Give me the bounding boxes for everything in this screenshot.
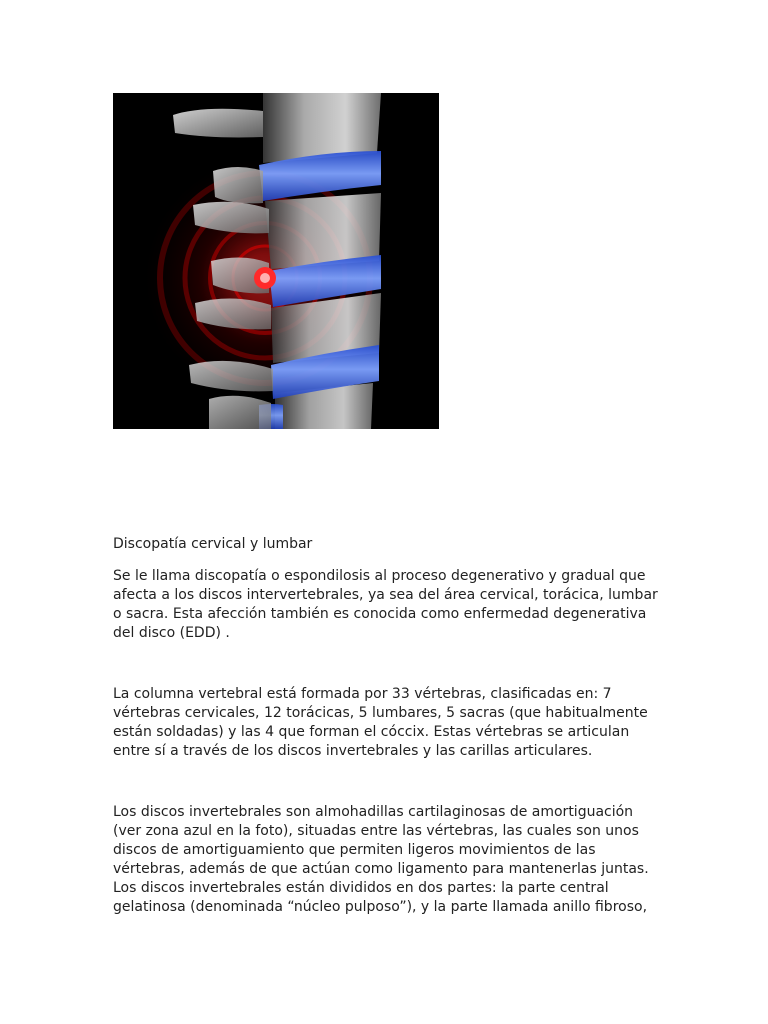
article-body bbox=[113, 535, 658, 917]
spine-illustration bbox=[113, 93, 439, 429]
article-heading: Discopatía cervical y lumbar bbox=[113, 536, 313, 552]
paragraph-vertebrae: La columna vertebral está formada por 33 vértebras, clasificadas en: 7 vértebras cervicales, 12 torácicas, 5 lumbares, 5 sacras (que habitualmente están soldadas) y las 4 que forman el cóccix. Estas vértebras se articulan entre sí a través de los discos invertebrales y las carillas articulares. bbox=[113, 686, 648, 759]
paragraph-discs: Los discos invertebrales son almohadillas cartilaginosas de amortiguación (ver zona azul en la foto), situadas entre las vértebras, las cuales son unos discos de amortiguamiento que permiten ligeros movimientos de las vértebras, además de que actúan como ligamento para mantenerlas juntas. Los discos invertebrales están divididos en dos partes: la parte central gelatinosa (denominada “núcleo pulposo”), y la parte llamada anillo fibroso, bbox=[113, 804, 649, 915]
paragraph-definition: Se le llama discopatía o espondilosis al proceso degenerativo y gradual que afecta a los discos intervertebrales, ya sea del área cervical, torácica, lumbar o sacra. Esta afección también es conocida como enfermedad degenerativa del disco (EDD) . bbox=[113, 568, 658, 641]
